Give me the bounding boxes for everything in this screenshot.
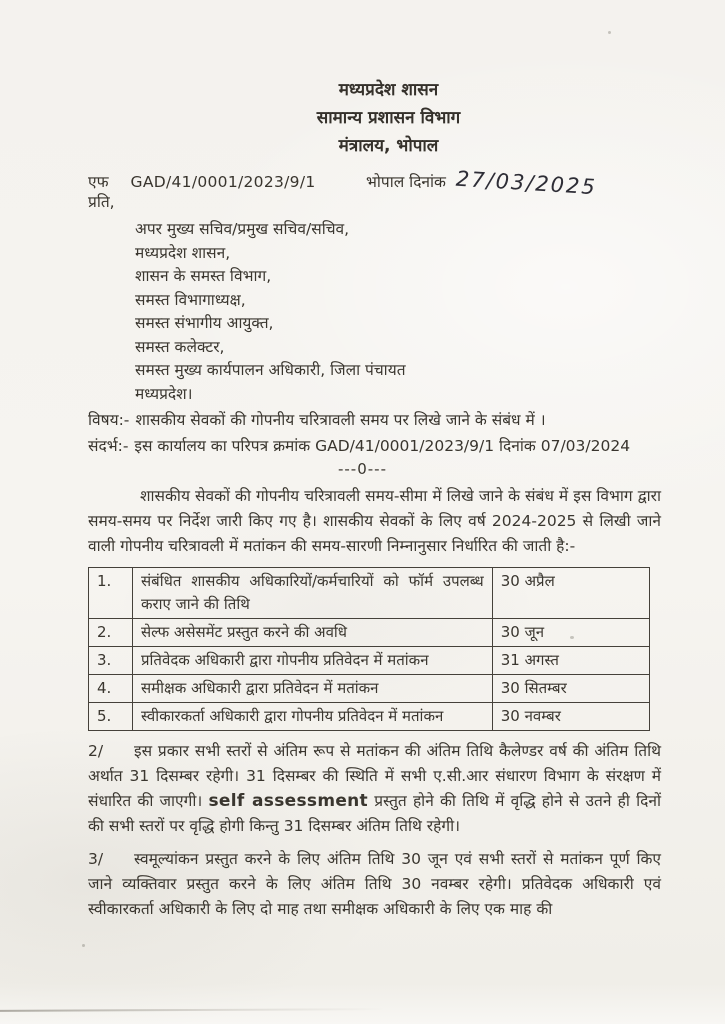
file-prefix: एफ <box>88 173 109 191</box>
reference-row <box>88 166 697 200</box>
self-assessment-highlight: self assessment <box>208 791 368 811</box>
activity-cell: संबंधित शासकीय अधिकारियों/कर्मचारियों को फॉर्म उपलब्ध कराए जाने की तिथि <box>133 568 493 619</box>
sn-cell: 1. <box>89 568 133 619</box>
sn-cell: 5. <box>89 703 133 731</box>
activity-cell: स्वीकारकर्ता अधिकारी द्वारा गोपनीय प्रतिवेदन में मतांकन <box>133 703 493 731</box>
date-cell: 30 अप्रैल <box>492 568 649 619</box>
scan-speck <box>608 31 611 34</box>
addressee-list <box>135 218 725 406</box>
paragraph-3 <box>88 847 661 922</box>
addressee-line: समस्त कलेक्टर, <box>135 337 225 356</box>
paragraph-2 <box>88 739 661 839</box>
subject-line <box>88 408 685 432</box>
addressee-line: मध्यप्रदेश शासन, <box>135 243 231 262</box>
sn-cell: 3. <box>89 647 133 675</box>
date-cell: 30 सितम्बर <box>492 675 649 703</box>
table-row <box>89 647 650 675</box>
separator-ornament: ---0--- <box>337 460 388 478</box>
date-cell: 30 नवम्बर <box>492 703 649 731</box>
scan-speck <box>570 636 574 639</box>
activity-cell: सेल्फ असेसमेंट प्रस्तुत करने की अवधि <box>133 619 493 647</box>
handwritten-date: 27/03/2025 <box>455 166 598 200</box>
addressee-line: शासन के समस्त विभाग, <box>135 267 272 285</box>
place-date <box>366 166 598 200</box>
sn-cell: 2. <box>89 619 133 647</box>
file-number: GAD/41/0001/2023/9/1 <box>130 173 316 191</box>
paragraph-2-text-before: इस प्रकार सभी स्तरों से अंतिम रूप से मतांकन की अंतिम तिथि कैलेण्डर वर्ष की अंतिम तिथि अर्थात 31 दिसम्बर रहेगी। 31 दिसम्बर की स्थिति में सभी ए.सी.आर संधारण विभाग के संरक्षण में संधारित की जाएगी। <box>88 742 661 810</box>
addressee-line: मध्यप्रदेश। <box>135 384 193 403</box>
addressee-line: समस्त संभागीय आयुक्त, <box>135 314 274 332</box>
paragraph-3-text: स्वमूल्यांकन प्रस्तुत करने के लिए अंतिम तिथि 30 जून एवं सभी स्तरों से मतांकन पूर्ण किए जाने व्यक्तिवार प्रस्तुत करने के लिए अंतिम तिथि 30 नवम्बर रहेगी। प्रतिवेदक अधिकारी एवं स्वीकारकर्ता अधिकारी के लिए दो माह तथा समीक्षक अधिकारी के लिए एक माह की <box>88 850 661 918</box>
letterhead-government: मध्यप्रदेश शासन <box>338 80 439 100</box>
place-date-label: भोपाल दिनांक <box>366 173 446 191</box>
salutation: प्रति, <box>88 193 115 211</box>
paragraph-2-text-after: प्रस्तुत होने की तिथि में वृद्धि होने से उतने ही दिनों की सभी स्तरों पर वृद्धि होगी किन्तु 31 दिसम्बर अंतिम तिथि रहेगी। <box>88 792 661 835</box>
activity-cell: समीक्षक अधिकारी द्वारा प्रतिवेदन में मतांकन <box>133 675 493 703</box>
subject-text: शासकीय सेवकों की गोपनीय चरित्रावली समय पर लिखे जाने के संबंध में । <box>135 411 546 429</box>
schedule-table <box>88 567 650 731</box>
paragraph-3-number: 3/ <box>88 850 104 868</box>
letterhead-department: सामान्य प्रशासन विभाग <box>316 108 461 128</box>
paragraph-intro: शासकीय सेवकों की गोपनीय चरित्रावली समय-सीमा में लिखे जाने के संबंध में इस विभाग द्वारा समय-समय पर निर्देश जारी किए गए है। शासकीय सेवकों के लिए वर्ष 2024-2025 से लिखी जाने वाली गोपनीय चरित्रावली में मतांकन की समय-सारणी निम्नानुसार निर्धारित की जाती है:- <box>88 487 661 555</box>
date-cell: 30 जून <box>492 619 649 647</box>
table-row <box>89 675 650 703</box>
reference-line <box>88 434 685 458</box>
sn-cell: 4. <box>89 675 133 703</box>
scan-fold-line <box>0 1008 385 1012</box>
letterhead-office: मंत्रालय, भोपाल <box>338 136 439 156</box>
table-row <box>89 568 650 619</box>
activity-cell: प्रतिवेदक अधिकारी द्वारा गोपनीय प्रतिवेदन में मतांकन <box>133 647 493 675</box>
scan-speck <box>82 944 85 947</box>
table-row <box>89 703 650 731</box>
letterhead <box>26 0 725 160</box>
addressee-line: अपर मुख्य सचिव/प्रमुख सचिव/सचिव, <box>135 220 350 238</box>
reference-text: इस कार्यालय का परिपत्र क्रमांक GAD/41/0001/2023/9/1 दिनांक 07/03/2024 <box>134 437 631 455</box>
addressee-line: समस्त विभागाध्यक्ष, <box>135 290 246 309</box>
addressee-line: समस्त मुख्य कार्यपालन अधिकारी, जिला पंचायत <box>135 361 406 379</box>
table-row <box>89 619 650 647</box>
date-cell: 31 अगस्त <box>492 647 649 675</box>
paragraph-2-number: 2/ <box>88 742 104 760</box>
reference-label: संदर्भ:- <box>88 437 129 455</box>
subject-label: विषय:- <box>88 411 130 429</box>
